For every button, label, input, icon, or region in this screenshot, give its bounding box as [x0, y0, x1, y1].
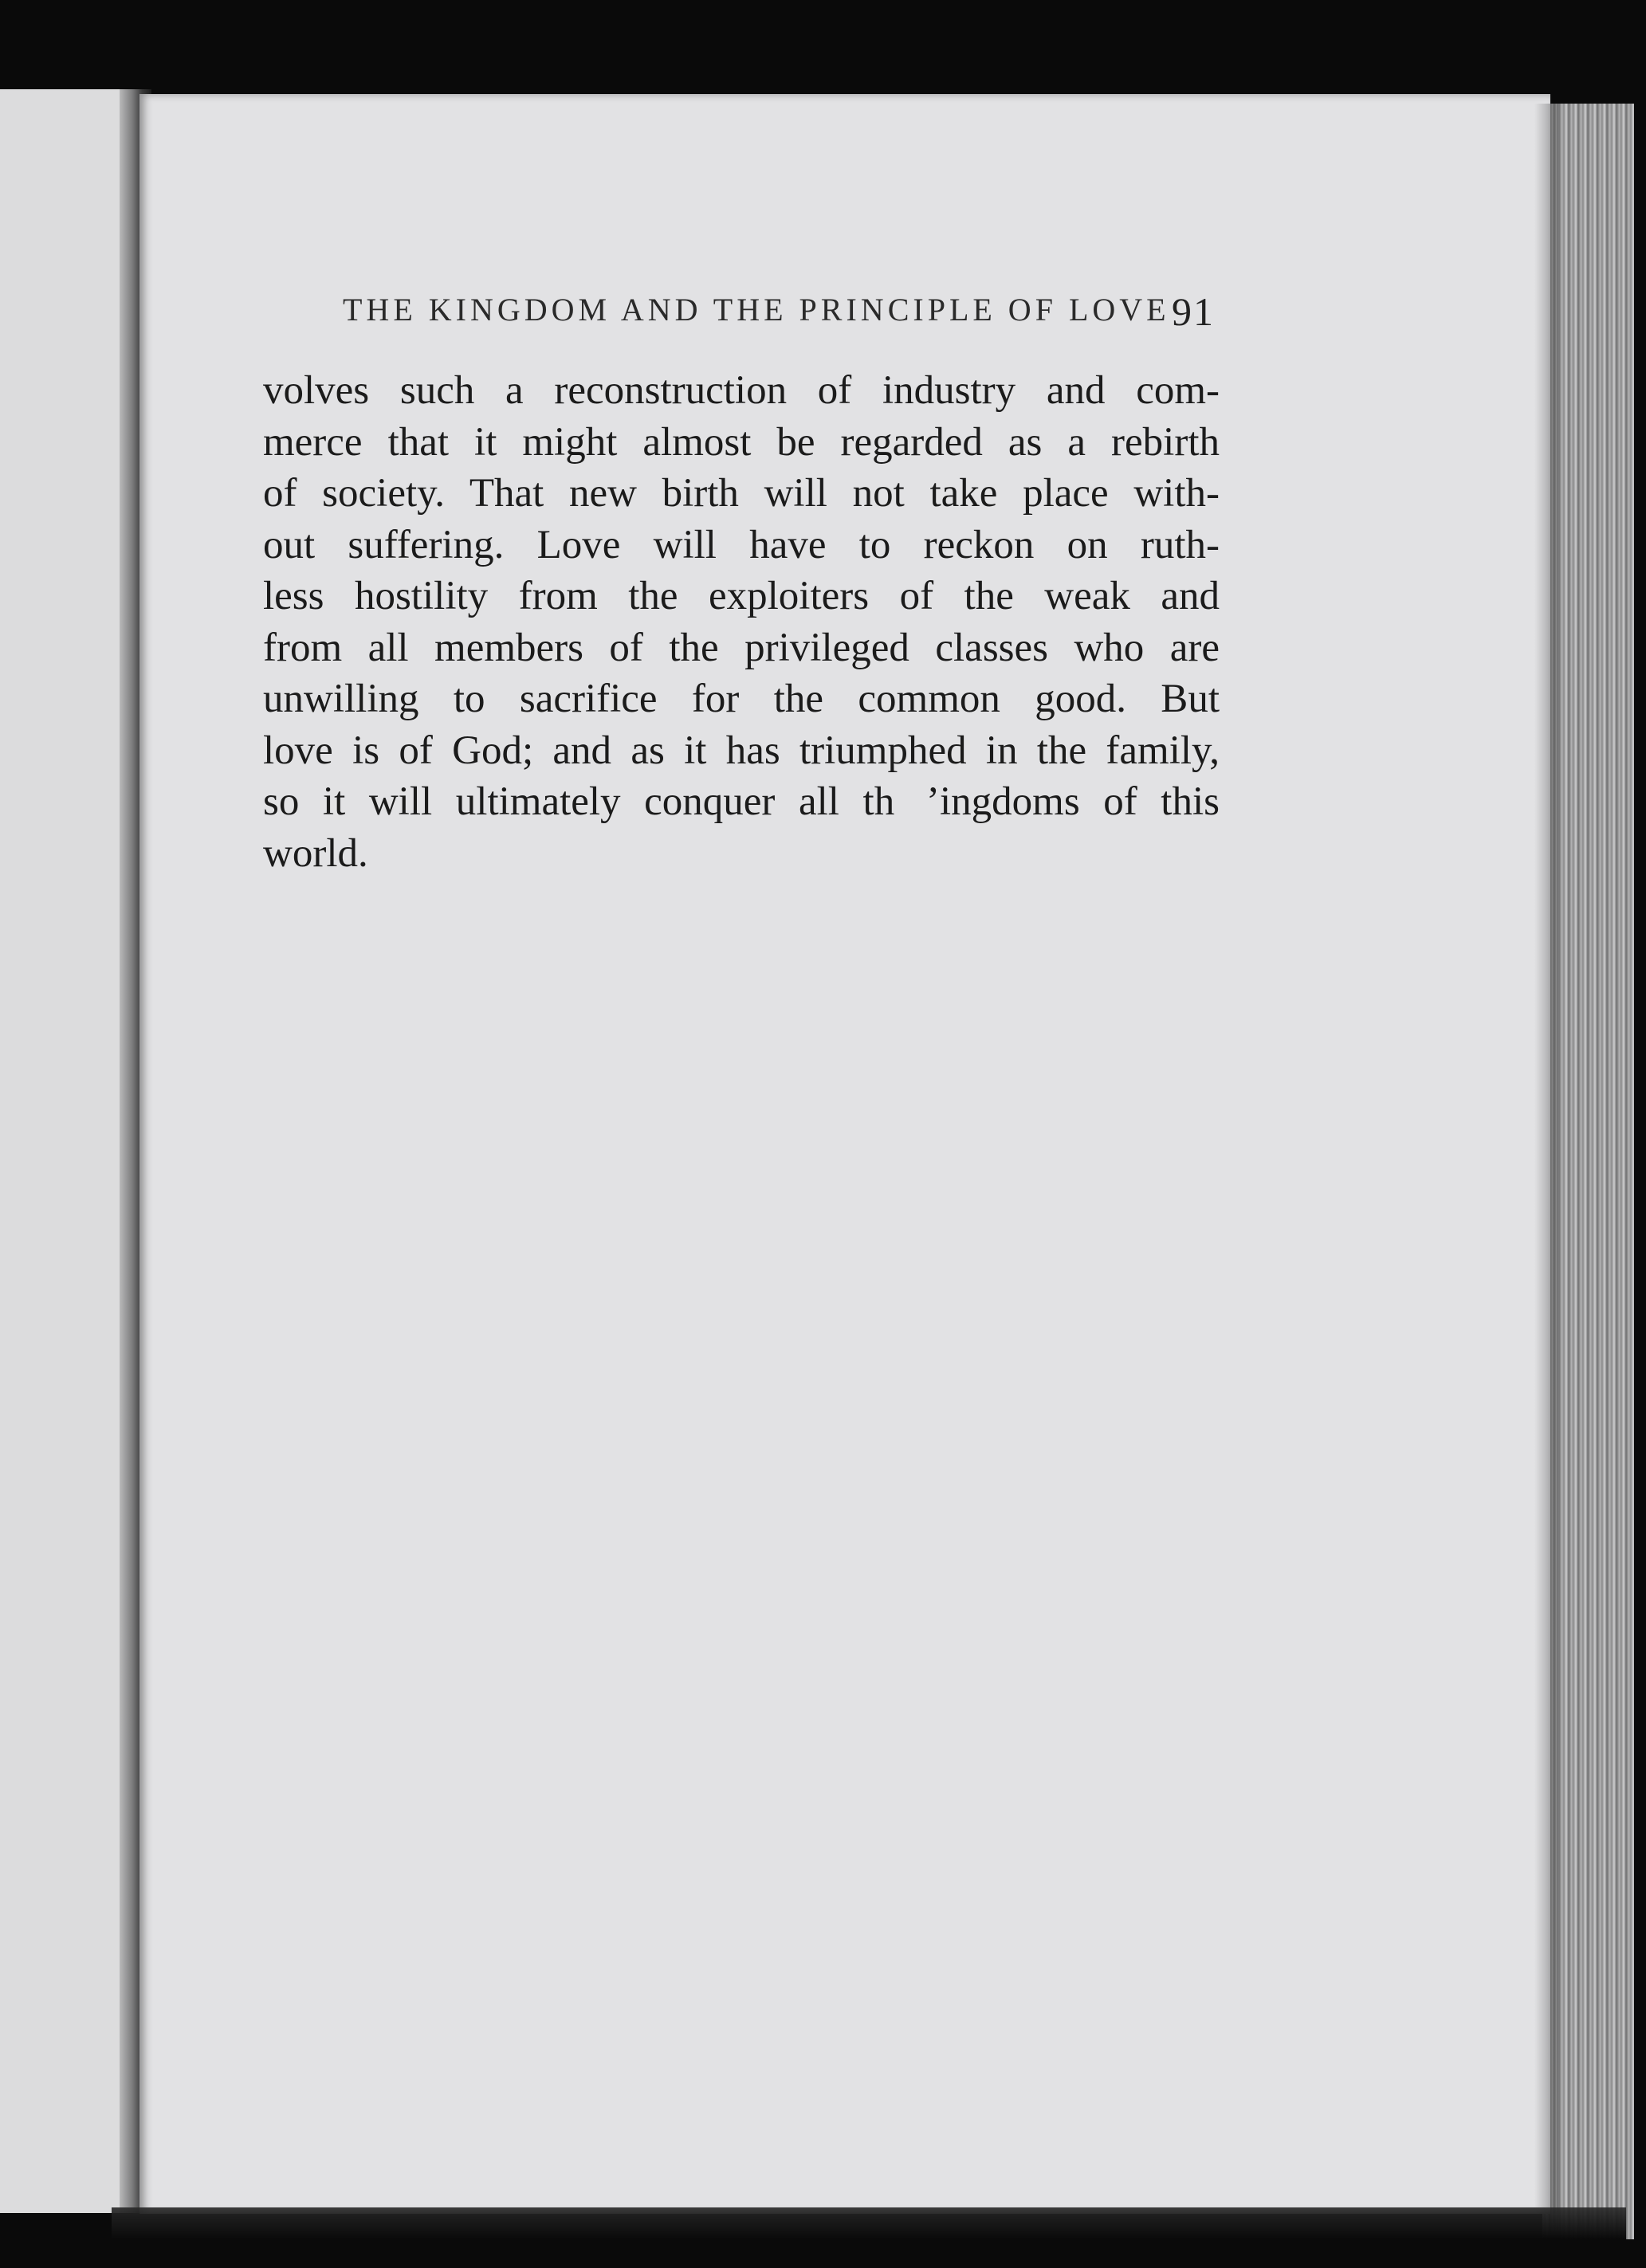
running-head: THE KINGDOM AND THE PRINCIPLE OF LOVE [343, 292, 1170, 328]
text-line: from all members of the privileged classes who are [263, 625, 1220, 670]
text-line: out suffering. Love will have to reckon on ruth- [263, 522, 1220, 567]
text-line: merce that it might almost be regarded as a rebirth [263, 419, 1220, 465]
text-line: love is of God; and as it has triumphed in the family, [263, 728, 1220, 773]
text-line: less hostility from the exploiters of the weak and [263, 574, 1220, 618]
text-line: of society. That new birth will not take place with- [263, 471, 1220, 516]
text-line: world. [263, 830, 368, 876]
page-edge-shadow [1534, 104, 1558, 2239]
bottom-edge-shadow [112, 2207, 1626, 2239]
text-line: so it will ultimately conquer all th ʼingdoms of this [263, 779, 1220, 824]
text-line: unwilling to sacrifice for the common good. But [263, 677, 1220, 721]
body-paragraph [263, 365, 1220, 879]
text-line: volves such a reconstruction of industry and com- [263, 368, 1220, 413]
page-number: 91 [1172, 289, 1215, 334]
previous-page-edge [0, 89, 120, 2213]
